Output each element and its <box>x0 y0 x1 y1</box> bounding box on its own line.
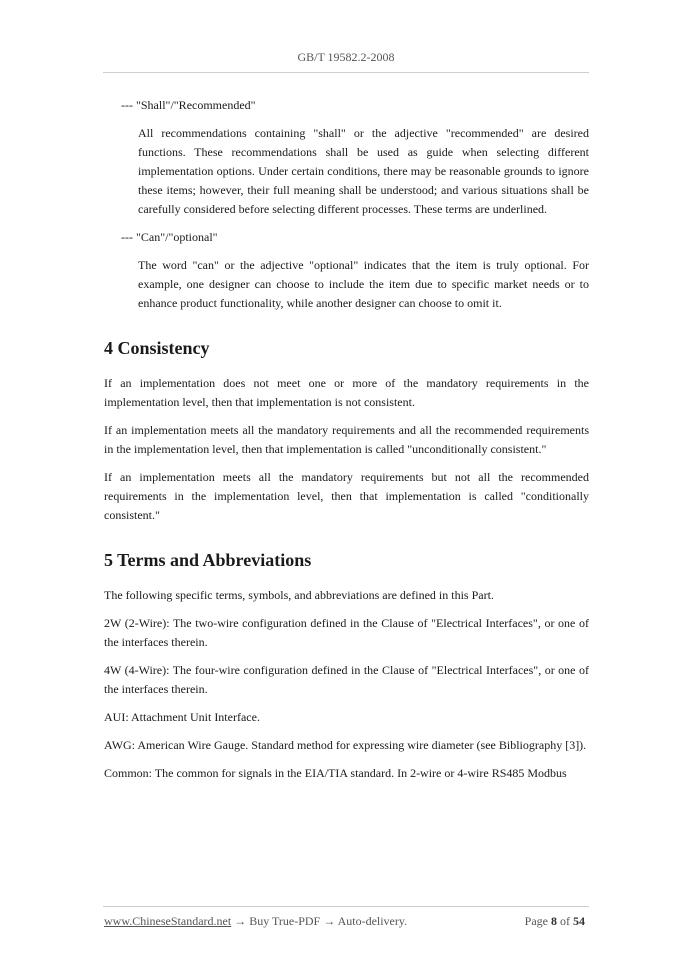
term-2w: 2W (2-Wire): The two-wire configuration defined in the Clause of "Electrical Interfaces", or one of the interfaces therein. <box>104 616 589 649</box>
can-body: The word "can" or the adjective "optional" indicates that the item is truly optional. For example, one designer can choose to include the item due to specific market needs or to enhance product functionality, while another designer can choose to omit it. <box>138 258 589 310</box>
footer-website-link[interactable]: www.ChineseStandard.net <box>104 914 232 928</box>
footer-promo-text: → Buy True-PDF → Auto-delivery. <box>231 914 408 928</box>
term-4w: 4W (4-Wire): The four-wire configuration defined in the Clause of "Electrical Interfaces", or one of the interfaces therein. <box>104 663 589 696</box>
section-4-title: 4 Consistency <box>104 338 210 358</box>
page-number: Page 8 of 54 <box>524 914 585 928</box>
section-4-paragraph: If an implementation does not meet one or more of the mandatory requirements in the implementation level, then that implementation is not consistent. <box>104 376 589 409</box>
shall-heading: --- "Shall"/"Recommended" <box>121 98 256 112</box>
section-5-title: 5 Terms and Abbreviations <box>104 550 312 570</box>
shall-body: All recommendations containing "shall" or the adjective "recommended" are desired functions. These recommendations shall be used as guide when selecting different implementation options. Under certain conditions, there may be reasonable grounds to ignore these items; however, their full meaning shall be understood; and various situations shall be carefully considered before selecting different processes. These terms are underlined. <box>138 126 589 216</box>
current-page: 8 <box>551 914 557 928</box>
section-4-paragraph: If an implementation meets all the mandatory requirements but not all the recommended requirements in the implementation level, then that implementation is called "conditionally consistent." <box>104 470 589 522</box>
page-content <box>104 96 589 783</box>
term-common: Common: The common for signals in the EIA/TIA standard. In 2-wire or 4-wire RS485 Modbus <box>104 766 567 780</box>
section-5-paragraph: The following specific terms, symbols, and abbreviations are defined in this Part. <box>104 588 494 602</box>
page-header: GB/T 19582.2-2008 <box>297 50 395 64</box>
term-aui: AUI: Attachment Unit Interface. <box>104 710 260 724</box>
footer-promo <box>104 914 407 929</box>
section-4-paragraph: If an implementation meets all the mandatory requirements and all the recommended requirements in the implementation level, then that implementation is called "unconditionally consistent." <box>104 423 589 456</box>
footer-divider <box>103 906 589 907</box>
term-awg: AWG: American Wire Gauge. Standard method for expressing wire diameter (see Bibliography [3]). <box>104 738 587 752</box>
header-divider <box>103 72 589 73</box>
total-pages: 54 <box>573 914 585 928</box>
can-heading: --- "Can"/"optional" <box>121 230 218 244</box>
